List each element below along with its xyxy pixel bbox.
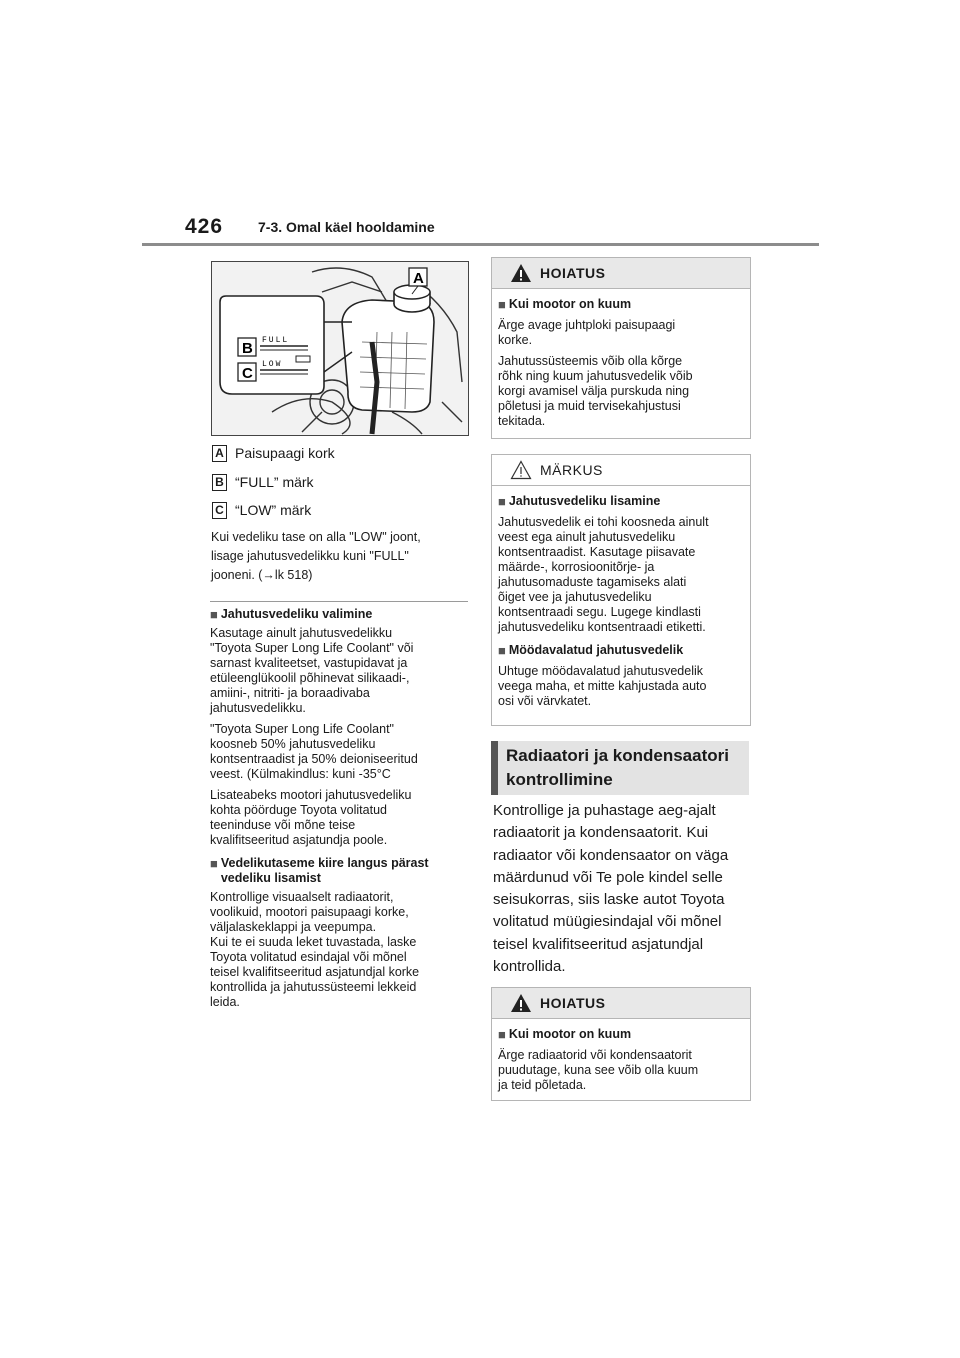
low-mark-label: LOW [262,360,283,369]
callout-b: B [242,340,253,357]
warning-triangle-icon [510,993,532,1013]
full-mark-label: FULL [262,336,290,345]
paragraph: Jahutusvedelik ei tohi koosneda ainult veest ega ainult jahutusvedeliku kontsentraadist. Kasutage piisavate määrde-, korrosioonitõrje- ja jahutusomaduste tagamiseks alati õiget vee ja jahutusvedeliku kontsentraadi segu. Lugege kindlasti jahutusvedeliku kontsentraadi etiketti. [498,515,709,634]
paragraph: Uhtuge möödavalatud jahutusvedelik veega maha, et mitte kahjustada auto osi või värvkatet. [498,664,707,708]
caution-title: ■ Kui mootor on kuum [498,297,632,312]
radiator-heading: Radiaatori ja kondensaatori kontrollimine [491,741,749,795]
legend-letter: C [212,502,227,519]
callout-c: C [242,365,253,382]
caution-title: ■ Kui mootor on kuum [498,1027,632,1042]
black-square-bullet-icon: ■ [498,297,506,312]
paragraph: Lisateabeks mootori jahutusvedeliku kohta pöörduge Toyota volitatud teeninduse või mõne teise kvalifitseeritud asjatundja poole. [210,788,412,847]
legend-letter: B [212,474,227,491]
radiator-text: Kontrollige ja puhastage aeg-ajalt radiaatorit ja kondensaatorit. Kui radiaator või kondensaator on väga määrdunud või Te pole kindel selle seisukorras, siis laske autot Toyota volitatud müügiesindajal või mõnel teisel kvalifitseeritud asjatundjal kontrollida. [493,802,729,976]
legend-text: “FULL” märk [235,474,314,490]
left-column [210,607,472,1016]
legend-text: Paisupaagi kork [235,445,335,461]
caution-label: HOIATUS [540,265,606,281]
caution-box [491,257,751,439]
notice-label: MÄRKUS [540,462,603,478]
notice-title: ■ Möödavalatud jahutusvedelik [498,643,684,658]
notice-triangle-icon [510,460,532,480]
notice-box [491,454,751,726]
section-heading: ■ Vedelikutaseme kiire langus pärast vedeliku lisamist [210,856,429,885]
paragraph: "Toyota Super Long Life Coolant" koosneb 50% jahutusvedeliku kontsentraadist ja 50% deioniseeritud veest. (Külmakindlus: kuni -35°C [210,722,418,781]
notice-header [492,455,750,486]
paragraph: Ärge radiaatorid või kondensaatorit puudutage, kuna see võib olla kuum ja teid põletada. [498,1048,699,1092]
header-rule [142,243,819,246]
callout-a: A [413,270,424,287]
section-heading: ■ Jahutusvedeliku valimine [210,607,373,622]
coolant-reservoir-illustration [211,261,469,436]
legend-item-a [212,444,335,462]
paragraph: Kontrollige visuaalselt radiaatorit, voolikuid, mootori paisupaagi korke, väljalaskeklappi ja veepumpa. Kui te ei suuda leket tuvastada, laske Toyota volitatud esindajal või mõnel teisel kvalifitseeritud asjatundjal korke kontrollida ja jahutussüsteemi lekkeid leida. [210,890,420,1009]
level-note: Kui vedeliku tase on alla "LOW" joont, lisage jahutusvedelikku kuni "FULL" jooneni. (→lk 518) [211,530,421,582]
caution-box-2 [491,987,751,1101]
page-number: 426 [185,215,224,238]
black-square-bullet-icon: ■ [498,643,506,658]
paragraph: Ärge avage juhtploki paisupaagi korke. [498,318,676,347]
legend-item-b [212,473,314,491]
black-square-bullet-icon: ■ [210,607,218,622]
caution-header [492,988,750,1019]
paragraph: Jahutussüsteemis võib olla kõrge rõhk ning kuum jahutusvedelik võib korgi avamisel välja purskuda ning põletusi ja muid tervisekahjustusi tekitada. [498,354,693,428]
black-square-bullet-icon: ■ [498,1027,506,1042]
legend-text: “LOW” märk [235,502,312,518]
legend-letter: A [212,445,227,462]
caution-header [492,258,750,289]
warning-triangle-icon [510,263,532,283]
caution-label: HOIATUS [540,995,606,1011]
legend-item-c [212,501,311,519]
section-title: 7-3. Omal käel hooldamine [258,219,435,235]
section-divider [210,601,468,602]
black-square-bullet-icon: ■ [498,494,506,509]
paragraph: Kasutage ainult jahutusvedelikku "Toyota Super Long Life Coolant" või sarnast kvaliteetset, vastupidavat ja etüleenglükoolil põhinevat silikaadi-, amiini-, nitriti- ja boraadivaba jahutusvedelikku. [210,626,414,715]
notice-title: ■ Jahutusvedeliku lisamine [498,494,661,509]
black-square-bullet-icon: ■ [210,856,218,871]
